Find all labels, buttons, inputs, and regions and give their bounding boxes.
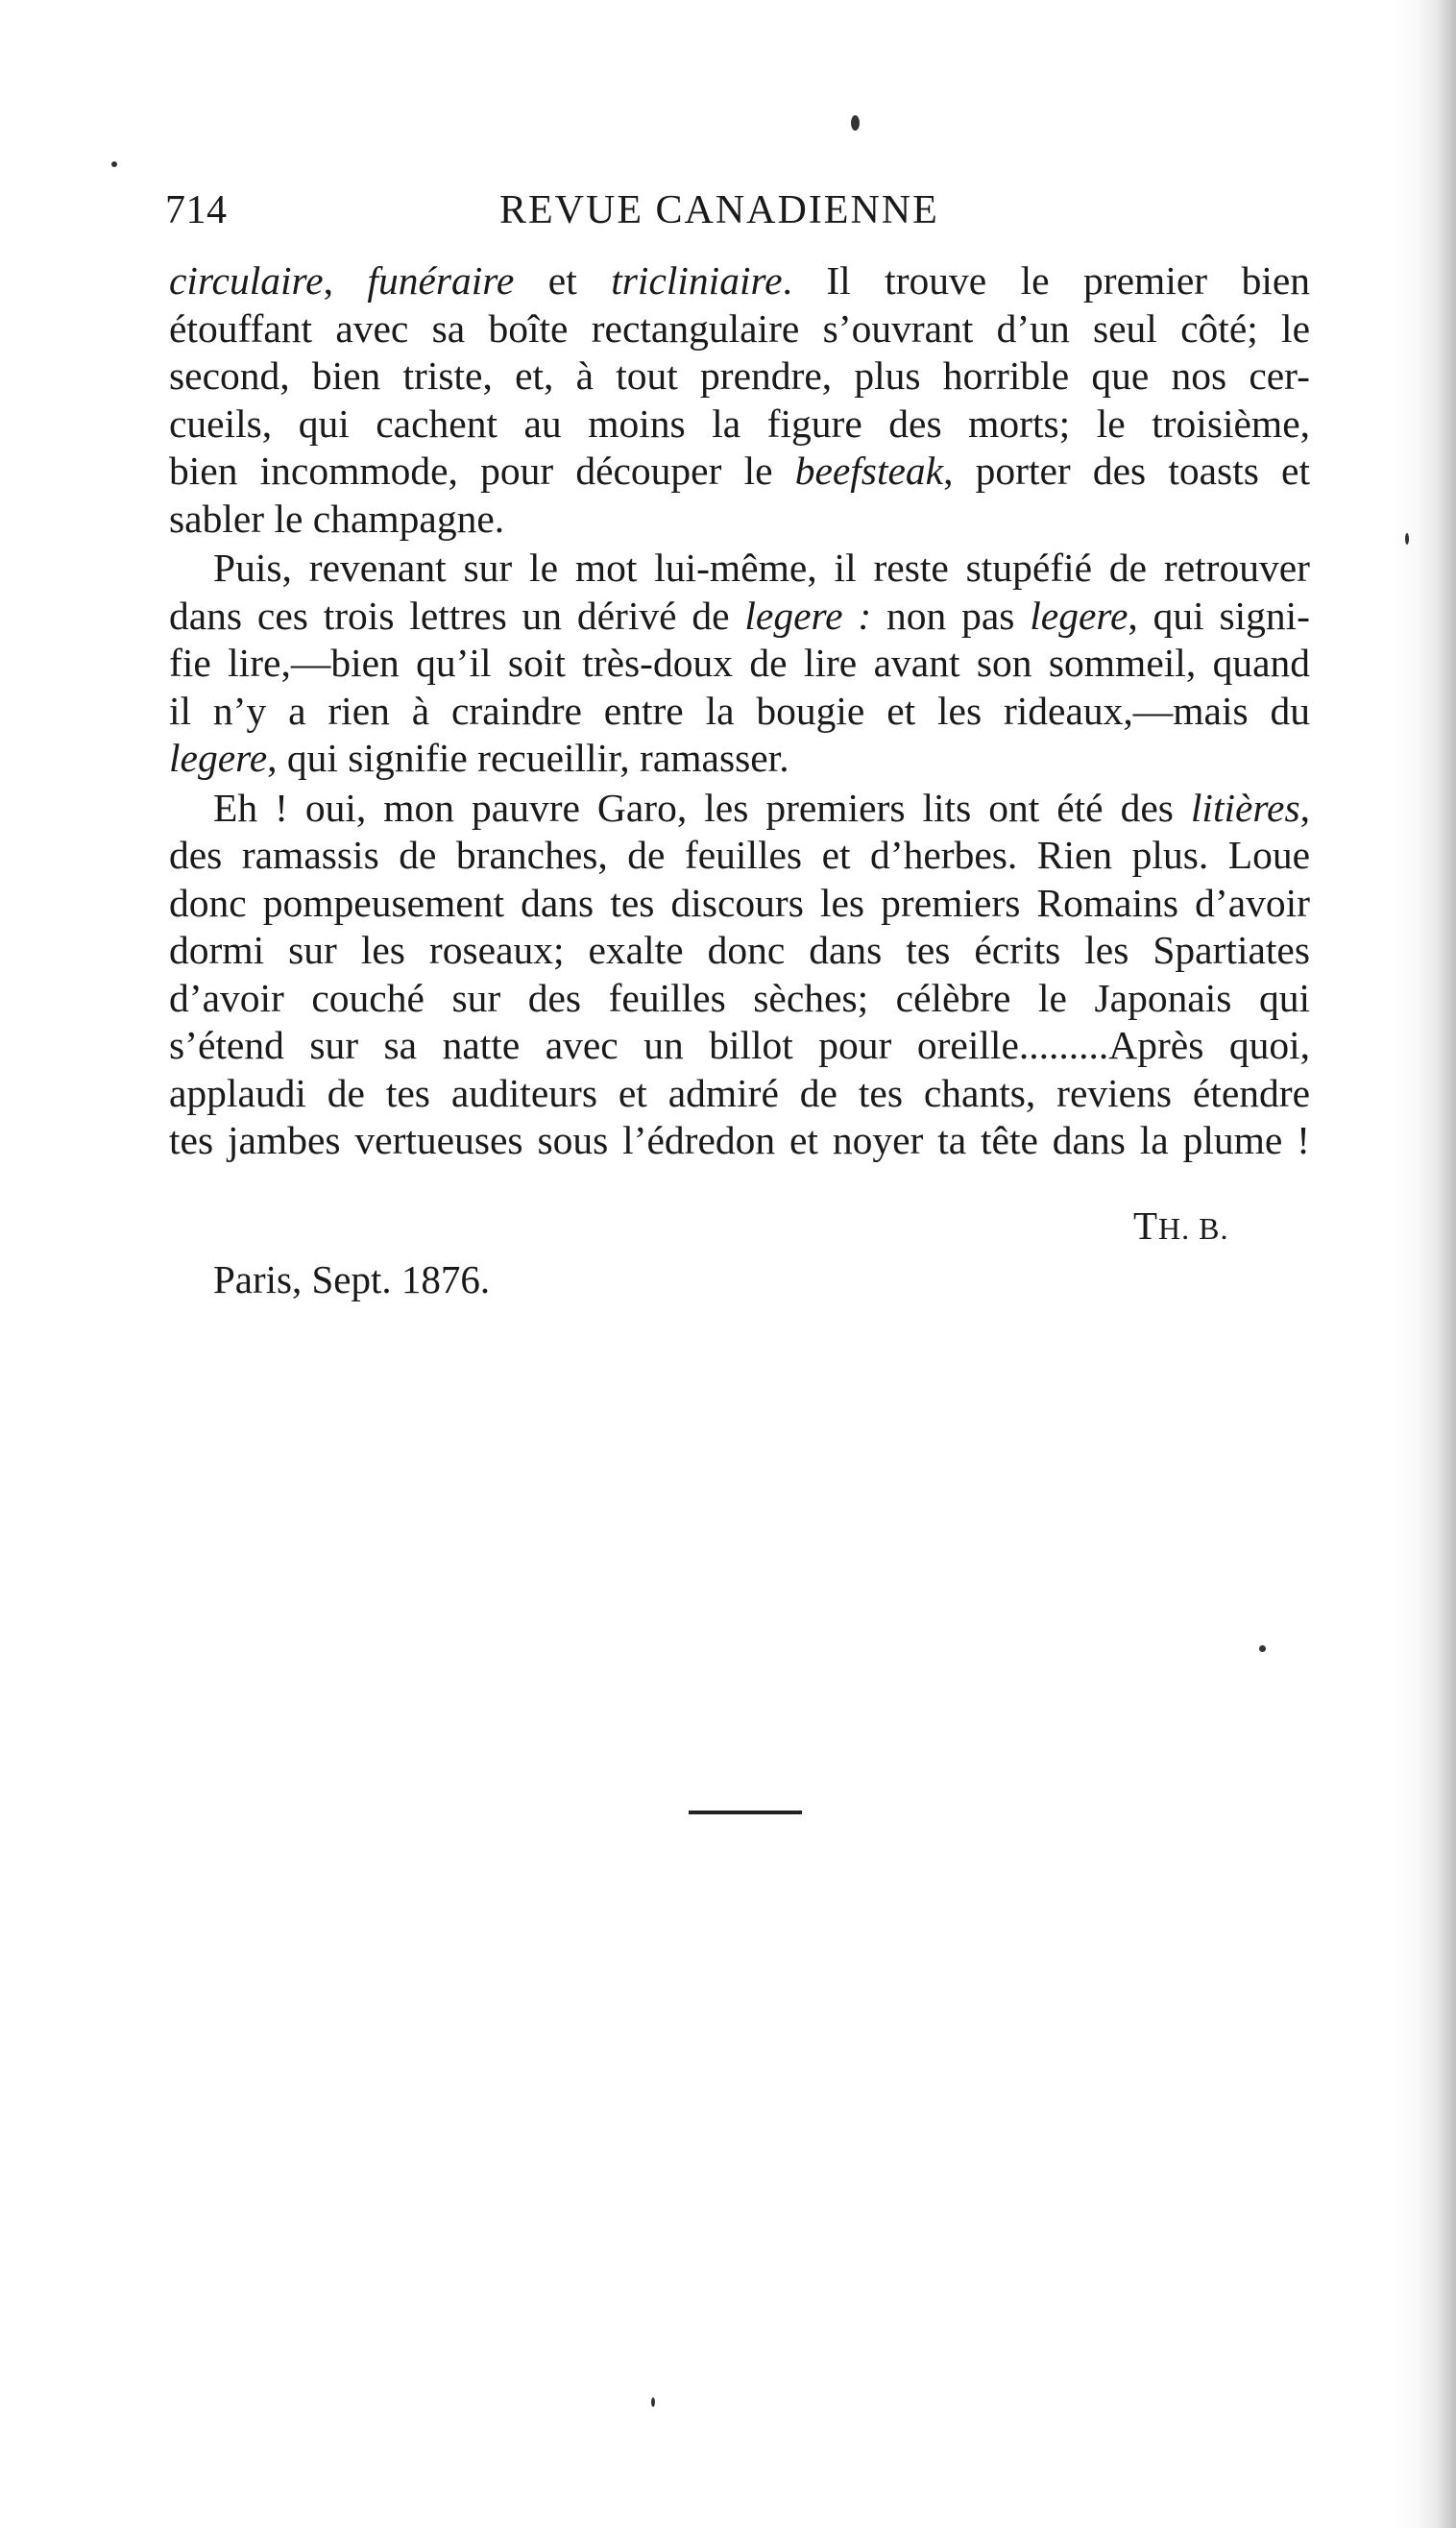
ink-speck [1259, 1645, 1266, 1652]
ink-speck [851, 115, 860, 131]
italic-term: legere : [744, 593, 872, 638]
text-run: , qui signifie recueillir, ramasser. [267, 736, 789, 780]
text-run: bien incommode, pour découper le [169, 449, 795, 493]
text-line: sabler le champagne. [169, 496, 505, 541]
paragraph-2 [169, 545, 1310, 783]
text-line: cueils, qui cachent au moins la figure des morts; le troisième, [169, 401, 1310, 446]
italic-term: circulaire [169, 258, 324, 303]
ink-speck [1405, 533, 1409, 545]
ink-speck [111, 161, 117, 167]
page-header [0, 187, 1456, 245]
text-line: d’avoir couché sur des feuilles sèches; célèbre le Japonais qui [169, 975, 1310, 1020]
text-line: Puis, revenant sur le mot lui-même, il reste stupéfié de retrouver [213, 546, 1310, 590]
text-line: second, bien triste, et, à tout prendre, plus horrible que nos cer- [169, 353, 1310, 398]
dateline: Paris, Sept. 1876. [213, 1257, 491, 1301]
article-body [169, 257, 1310, 1167]
scanned-page-edge [1393, 0, 1456, 2528]
text-line [169, 593, 1310, 641]
text-run: dans ces trois lettres un dérivé de [169, 593, 745, 638]
text-run: et [514, 258, 612, 303]
text-run: Eh ! oui, mon pauvre Garo, les premiers lits ont été des [213, 785, 1191, 830]
text-line: tes jambes vertueuses sous l’édredon et noyer ta tête dans la plume ! [169, 1118, 1310, 1162]
text-line: fie lire,—bien qu’il soit très-doux de lire avant son sommeil, quand [169, 641, 1310, 685]
running-head: REVUE CANADIENNE [499, 188, 939, 232]
author-signature [1133, 1203, 1229, 1249]
italic-term: litières [1190, 785, 1300, 830]
text-line [169, 257, 1310, 305]
italic-term: legere [1030, 593, 1128, 638]
italic-term: beefsteak [794, 449, 944, 493]
text-line: étouffant avec sa boîte rectangulaire s’ouvrant d’un seul côté; le [169, 305, 1310, 351]
paragraph-1 [169, 257, 1310, 543]
ink-speck [651, 2397, 655, 2407]
text-line: s’étend sur sa natte avec un billot pour oreille.........Après quoi, [169, 1023, 1310, 1067]
text-line [169, 448, 1310, 496]
end-rule [689, 1811, 802, 1814]
text-run: , porter des toasts et [943, 449, 1311, 493]
italic-term: funéraire [367, 258, 515, 303]
text-line: des ramassis de branches, de feuilles et d’herbes. Rien plus. Loue [169, 833, 1310, 877]
paragraph-3 [169, 785, 1310, 1165]
italic-term: tricliniaire [611, 258, 783, 303]
text-line [169, 735, 1310, 783]
signature-initial: T [1133, 1203, 1159, 1248]
text-run: , [1299, 785, 1310, 830]
text-line [169, 785, 1310, 833]
text-run: , [323, 258, 368, 303]
text-line: dormi sur les roseaux; exalte donc dans tes écrits les Spartiates [169, 928, 1310, 972]
signature-rest: H. B. [1158, 1211, 1229, 1246]
text-line: il n’y a rien à craindre entre la bougie et les rideaux,—mais du [169, 688, 1310, 733]
text-run: non pas [871, 593, 1031, 638]
text-run: . Il trouve le premier bien [782, 258, 1311, 303]
text-line: donc pompeusement dans tes discours les premiers Romains d’avoir [169, 880, 1310, 925]
text-line: applaudi de tes auditeurs et admiré de tes chants, reviens étendre [169, 1070, 1310, 1115]
page-number: 714 [165, 188, 228, 232]
italic-term: legere [169, 736, 268, 780]
text-run: , qui signi- [1128, 593, 1310, 638]
